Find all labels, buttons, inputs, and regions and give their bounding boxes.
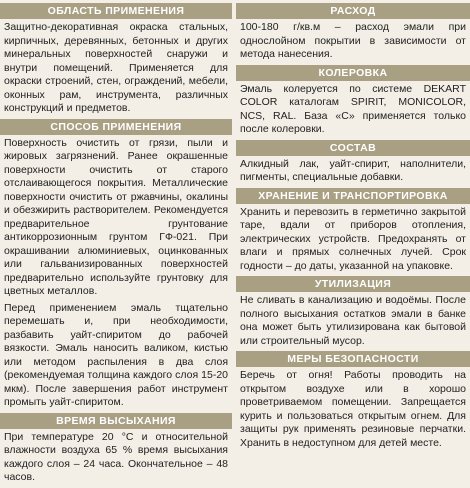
right-column [236, 0, 470, 453]
left-column [0, 0, 232, 488]
section-header-method: СПОСОБ ПРИМЕНЕНИЯ [0, 119, 232, 135]
section-header-drying: ВРЕМЯ ВЫСЫХАНИЯ [0, 413, 232, 429]
storage-text: Хранить и перевозить в герметично закрытой таре, вдали от приборов отопления, электрических устройств. Предохранять от влаги и прямых солнечных лучей. Срок годности – до даты, указанной на упаковке. [240, 205, 466, 272]
section-header-composition: СОСТАВ [236, 140, 470, 156]
section-header-storage: ХРАНЕНИЕ И ТРАНСПОРТИРОВКА [236, 188, 470, 204]
drying-text: При температуре 20 °С и относительной влажности воздуха 65 % время высыхания каждого слоя – 24 часа. Окончательное – 48 часов. [4, 430, 228, 483]
section-header-consumption: РАСХОД [236, 3, 470, 19]
consumption-text: 100-180 г/кв.м – расход эмали при однослойном покрытии в зависимости от метода нанесения. [240, 21, 466, 60]
section-header-disposal: УТИЛИЗАЦИЯ [236, 276, 470, 292]
method-text-1: Поверхность очистить от грязи, пыли и жировых загрязнений. Ранее окрашенные поверхности очистить от старого отслаивающегося покрытия. Металлические поверхности очистить от ржавчины, окалины и обезжирить растворителем. Рекомендуется предварительное грунтование антикоррозионным грунтом ГФ-021. При окрашивании алюминиевых, оцинкованных или гальванизированных поверхностей предварительно используйте грунтовку для цветных металлов. [4, 136, 228, 297]
safety-text: Беречь от огня! Работы проводить на открытом воздухе или в хорошо проветриваемом помещении. Запрещается курить и пользоваться открытым огнем. Для защиты рук применять резиновые перчатки. Хранить в недоступном для детей месте. [240, 369, 466, 449]
section-header-area: ОБЛАСТЬ ПРИМЕНЕНИЯ [0, 3, 232, 19]
method-text-2: Перед применением эмаль тщательно перемешать и, при необходимости, разбавить уайт-спиритом до рабочей вязкости. Эмаль наносить валиком, кистью или методом распыления в два слоя (рекомендуемая толщина каждого слоя 15-20 мкм). После завершения работ инструмент промыть уайт-спиритом. [4, 301, 228, 408]
composition-text: Алкидный лак, уайт-спирит, наполнители, пигменты, специальные добавки. [240, 157, 466, 183]
tinting-text: Эмаль колеруется по системе DEKART COLOR каталогам SPIRIT, MONICOLOR, NCS, RAL. База «С» применяется только после колеровки. [240, 82, 466, 135]
area-text: Защитно-декоративная окраска стальных, кирпичных, деревянных, бетонных и других минеральных поверхностей снаружи и внутри помещений. Применяется для окраски строений, стен, ограждений, мебели, оконных рам, инструмента, различных конструкций и предметов. [4, 21, 228, 114]
disposal-text: Не сливать в канализацию и водоёмы. После полного высыхания остатков эмали в банке она может быть утилизирована как бытовой или строительный мусор. [240, 294, 466, 347]
section-header-safety: МЕРЫ БЕЗОПАСНОСТИ [236, 351, 470, 367]
section-header-tinting: КОЛЕРОВКА [236, 65, 470, 81]
